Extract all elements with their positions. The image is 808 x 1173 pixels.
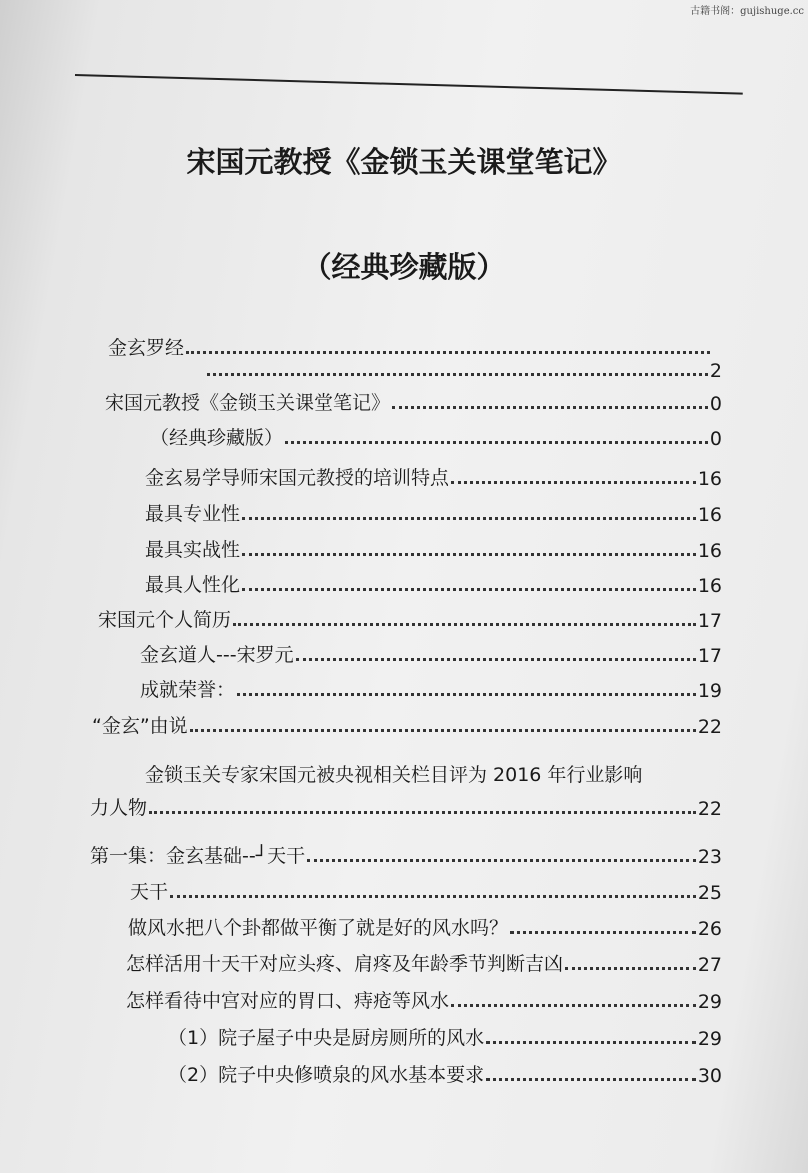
leader-dots	[486, 1041, 696, 1044]
toc-entry-page: 16	[697, 540, 722, 562]
leader-dots	[510, 931, 696, 934]
leader-dots	[392, 406, 708, 409]
toc-entry-page: 19	[697, 680, 722, 702]
leader-dots	[296, 658, 696, 661]
toc-entry[interactable]	[205, 352, 722, 382]
toc-entry-page: 17	[697, 645, 722, 667]
leader-dots	[486, 1078, 696, 1081]
toc-entry[interactable]	[90, 838, 722, 868]
toc-entry-page: 27	[697, 954, 722, 976]
toc-entry-page: 22	[697, 716, 722, 738]
watermark: 古籍书阁：gujishuge.cc	[690, 6, 804, 17]
leader-dots	[237, 693, 696, 696]
leader-dots	[242, 553, 696, 556]
toc-entry-text: 做风水把八个卦都做平衡了就是好的风水吗？	[128, 917, 509, 939]
header-rule	[75, 74, 743, 95]
leader-dots	[451, 1004, 696, 1007]
leader-dots	[451, 481, 696, 484]
toc-entry-page: 30	[697, 1065, 722, 1087]
toc-entry[interactable]	[145, 460, 722, 490]
toc-entry-text: 怎样活用十天干对应头疼、肩疼及年龄季节判断吉凶	[126, 953, 564, 975]
toc-entry-text: 宋国元教授《金锁玉关课堂笔记》	[105, 392, 391, 414]
toc-entry[interactable]	[105, 385, 722, 415]
toc-entry[interactable]	[145, 567, 722, 597]
leader-dots	[149, 811, 696, 814]
toc-entry[interactable]	[150, 420, 722, 450]
toc-entry-page: 25	[697, 882, 722, 904]
leader-dots	[242, 588, 696, 591]
leader-dots	[242, 517, 696, 520]
toc-entry-page: 2	[709, 360, 722, 382]
toc-entry[interactable]	[140, 637, 722, 667]
toc-entry[interactable]	[145, 496, 722, 526]
toc-entry-page: 22	[697, 798, 722, 820]
toc-entry[interactable]	[126, 946, 722, 976]
leader-dots	[285, 441, 708, 444]
toc-entry-text: 最具人性化	[145, 574, 241, 596]
toc-entry[interactable]	[98, 602, 722, 632]
toc-entry-page: 16	[697, 575, 722, 597]
toc-entry[interactable]	[168, 1020, 722, 1050]
toc-entry-page: 26	[697, 918, 722, 940]
document-title: 宋国元教授《金锁玉关课堂笔记》	[186, 145, 622, 179]
leader-dots	[190, 729, 696, 732]
leader-dots	[233, 623, 696, 626]
toc-entry-text: 最具专业性	[145, 503, 241, 525]
toc-entry-text[interactable]: 金锁玉关专家宋国元被央视相关栏目评为 2016 年行业影响	[145, 764, 643, 786]
toc-entry-text: 成就荣誉：	[140, 679, 236, 701]
toc-entry-text: 怎样看待中宫对应的胃口、痔疮等风水	[126, 990, 450, 1012]
toc-entry-page: 0	[709, 393, 722, 415]
toc-entry[interactable]	[168, 1057, 722, 1087]
toc-entry-page: 23	[697, 846, 722, 868]
toc-entry[interactable]	[145, 532, 722, 562]
toc-entry-page: 17	[697, 610, 722, 632]
toc-entry-text: 金玄罗经	[108, 337, 185, 359]
toc-entry-page: 16	[697, 504, 722, 526]
toc-entry-text: （1）院子屋子中央是厨房厕所的风水	[168, 1027, 485, 1049]
toc-entry-page: 16	[697, 468, 722, 490]
leader-dots	[170, 895, 696, 898]
toc-entry-page: 29	[697, 1028, 722, 1050]
toc-entry[interactable]	[128, 910, 722, 940]
leader-dots	[207, 373, 708, 376]
leader-dots	[565, 967, 696, 970]
toc-entry[interactable]	[130, 874, 722, 904]
toc-entry-text: 天干	[130, 881, 169, 903]
toc-entry-text: 最具实战性	[145, 539, 241, 561]
toc-entry-text: 金玄易学导师宋国元教授的培训特点	[145, 467, 450, 489]
toc-entry-text: 第一集：金玄基础--┘天干	[90, 845, 306, 867]
toc-entry-text: （经典珍藏版）	[150, 427, 284, 449]
toc-entry[interactable]	[90, 790, 722, 820]
toc-entry-text: （2）院子中央修喷泉的风水基本要求	[168, 1064, 485, 1086]
document-subtitle: （经典珍藏版）	[302, 250, 506, 284]
toc-entry-text: 宋国元个人简历	[98, 609, 232, 631]
toc-entry[interactable]	[92, 708, 722, 738]
toc-entry-page: 0	[709, 428, 722, 450]
toc-entry-text: 金玄道人---宋罗元	[140, 644, 294, 666]
leader-dots	[307, 859, 696, 862]
toc-entry[interactable]	[140, 672, 722, 702]
toc-entry[interactable]	[126, 983, 722, 1013]
toc-entry-page: 29	[697, 991, 722, 1013]
toc-entry-text: 力人物	[90, 797, 148, 819]
toc-entry-text: “金玄”由说	[92, 715, 188, 737]
